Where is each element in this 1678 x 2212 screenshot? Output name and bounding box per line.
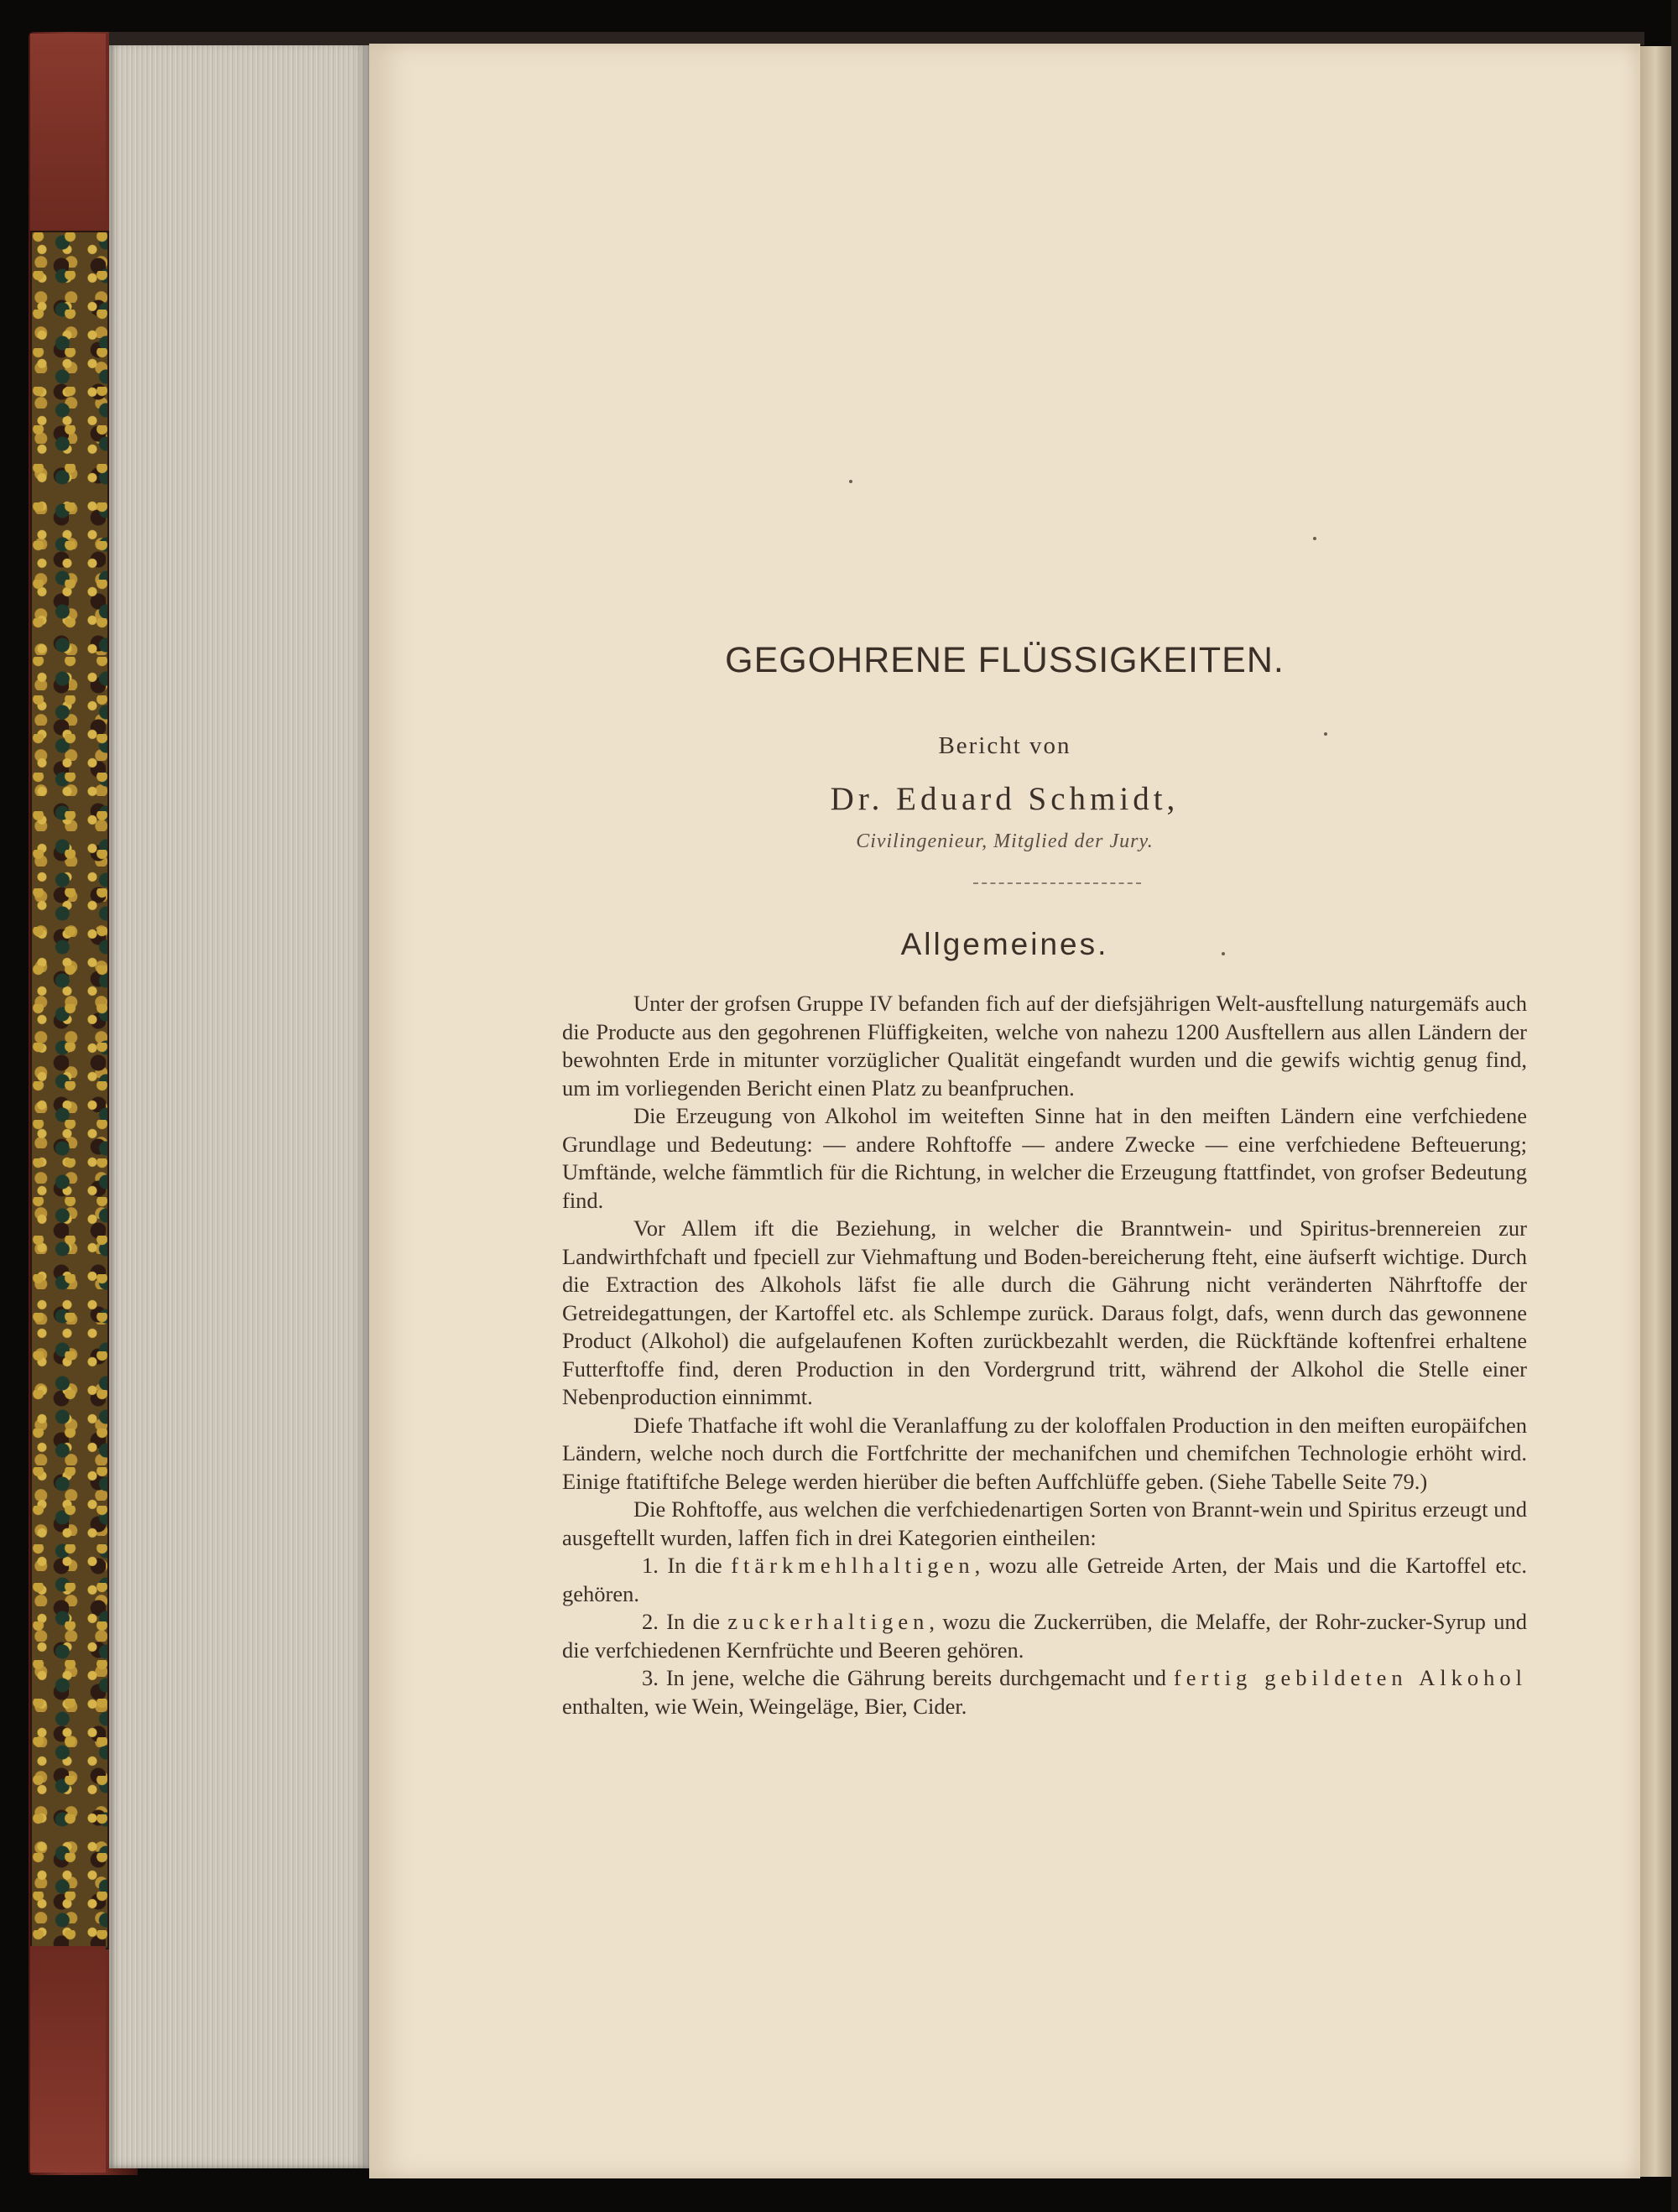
list-item-emphasis: ftärkmehlhaltigen [731, 1553, 975, 1578]
list-item [562, 1608, 1527, 1664]
list-item-text-after: , wozu alle Getreide Arten, der Mais und die Kartoffel etc. gehören. [562, 1553, 1528, 1606]
book-cover-corner-top [30, 34, 106, 231]
list-item [562, 1552, 1527, 1608]
list-item-text-before: In jene, welche die Gährung bereits durchgemacht und [665, 1665, 1174, 1690]
body-text [562, 990, 1527, 1720]
author-name: Dr. Eduard Schmidt, [830, 781, 1180, 817]
section-heading: Allgemeines. [900, 927, 1109, 961]
list-item-emphasis: zuckerhaltigen [727, 1609, 930, 1634]
paragraph: Vor Allem ift die Beziehung, in welcher die Branntwein- und Spiritus-brennereien zur Landwirthfchaft und fpeciell zur Viehmaftung und Boden-bereicherung fteht, eine äufserft wichtige. Durch die Extraction des Alkohols läfst fie alle durch die Gährung nicht veränderten Nährftoffe der Getreidegattungen, der Kartoffel etc. als Schlempe zurück. Daraus folgt, dafs, wenn durch das gewonnene Product (Alkohol) die aufgelaufenen Koften zurückbezahlt werden, die Rückftände koftenfrei erhaltene Futterftoffe find, deren Production in den Vordergrund tritt, während der Alkohol die Stelle einer Nebenproduction einnimmt. [562, 1215, 1527, 1409]
list-item-text-before: In die [666, 1609, 728, 1634]
page-block-edges [109, 42, 369, 2168]
marbled-board [30, 231, 109, 1949]
paragraph: Unter der grofsen Gruppe IV befanden fich auf der diefsjährigen Welt-ausftellung naturgemäfs auch die Producte aus den gegohrenen Flüffigkeiten, welche von nahezu 1200 Ausftellern aus allen Ländern der bewohnten Erde in mitunter vorzüglicher Qualität eingefandt wurden und die gewifs wichtig genug find, um im vorliegenden Bericht einen Platz zu beanfpruchen. [562, 991, 1527, 1101]
list-item-number: 1. [642, 1553, 659, 1578]
list-item [562, 1664, 1527, 1720]
list-item-number: 2. [642, 1609, 659, 1634]
ornamental-divider [973, 882, 1141, 887]
chapter-title: GEGOHRENE FLÜSSIGKEITEN. [725, 640, 1285, 680]
report-byline: Bericht von [938, 732, 1071, 759]
paragraph: Die Erzeugung von Alkohol im weiteften Sinne hat in den meiften Ländern eine verfchiedene Grundlage und Bedeutung: — andere Rohftoffe — andere Zwecke — eine verfchiedene Befteuerung; Umftände, welche fämmtlich für die Richtung, in welcher die Erzeugung ftattfindet, von grofser Bedeutung find. [562, 1103, 1527, 1213]
list-item-text-after: , wozu die Zuckerrüben, die Melaffe, der Rohr-zucker-Syrup und die verfchiedenen Kernfrüchte und Beeren gehören. [562, 1609, 1527, 1663]
scanner-right-shadow [1671, 0, 1678, 2212]
list-item-text-before: In die [667, 1553, 732, 1578]
book-cover-corner-bottom [30, 1946, 106, 2173]
list-item-text-after: enthalten, wie Wein, Weingeläge, Bier, Cider. [562, 1693, 967, 1719]
list-item-emphasis: fertig gebildeten Alkohol [1173, 1665, 1527, 1690]
author-role: Civilingenieur, Mitglied der Jury. [856, 830, 1154, 852]
paragraph: Diefe Thatfache ift wohl die Veranlaffung zu der koloffalen Production in den meiften europäifchen Ländern, welche noch durch die Fortfchritte der mechanifchen und chemifchen Technologie erhöht wird. Einige ftatiftifche Belege werden hierüber die beften Auffchlüffe geben. (Siehe Tabelle Seite 79.) [562, 1412, 1527, 1494]
paragraph: Die Rohftoffe, aus welchen die verfchiedenartigen Sorten von Brannt-wein und Spiritus erzeugt und ausgeftellt wurden, laffen fich in drei Kategorien eintheilen: [562, 1496, 1527, 1550]
list-item-number: 3. [642, 1665, 659, 1690]
